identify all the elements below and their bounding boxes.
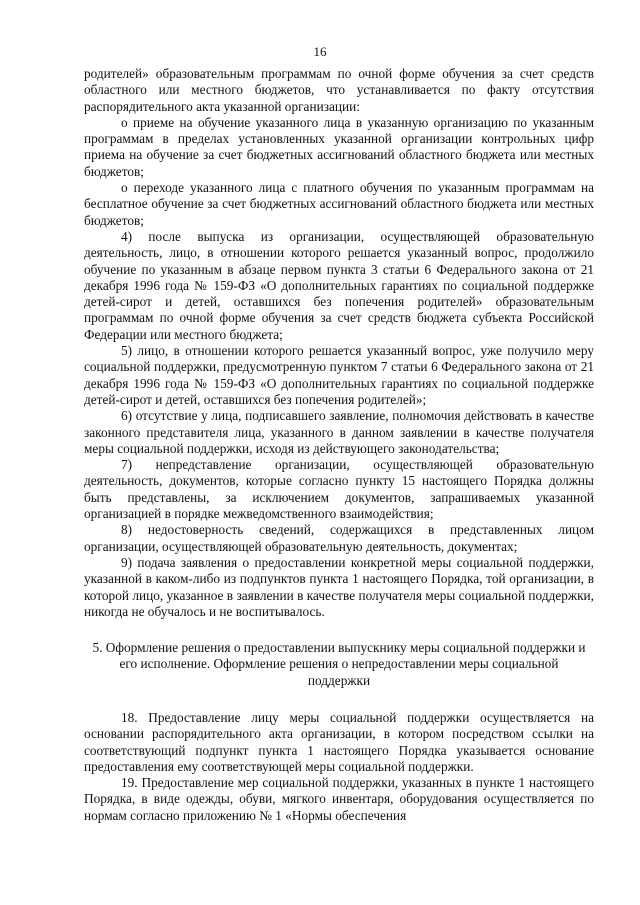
paragraph: 9) подача заявления о предоставлении конкретной меры социальной поддержки, указанной в каком-либо из подпунктов пункта 1 настоящего Порядка, той организации, в которой лицо, указанное в заявлении в качестве получателя меры социальной поддержки, никогда не обучалось и не воспитывалось. <box>84 554 594 619</box>
paragraph: 19. Предоставление мер социальной поддержки, указанных в пункте 1 настоящего Порядка, в виде одежды, обуви, мягкого инвентаря, оборудования осуществляется по нормам согласно приложению № 1 «Нормы обеспечения <box>84 775 594 823</box>
paragraph: 6) отсутствие у лица, подписавшего заявление, полномочия действовать в качестве законного представителя лица, указанного в данном заявлении в качестве получателя меры социальной поддержки, исходя из действующего законодательства; <box>84 408 594 456</box>
paragraph: родителей» образовательным программам по очной форме обучения за счет средств областного или местного бюджетов, что устанавливается по факту отсутствия распорядительного акта указанной организации: <box>84 66 594 114</box>
paragraph: 8) недостоверность сведений, содержащихся в представленных лицом организации, осуществляющей образовательную деятельность, документах; <box>84 522 594 554</box>
paragraph: 5) лицо, в отношении которого решается указанный вопрос, уже получило меру социальной поддержки, предусмотренную пунктом 7 статьи 6 Федерального закона от 21 декабря 1996 года № 159-ФЗ «О дополнительных гарантиях по социальной поддержке детей-сирот и детей, оставшихся без попечения родителей»; <box>84 343 594 407</box>
paragraph: 4) после выпуска из организации, осуществляющей образовательную деятельность, лицо, в отношении которого решается указанный вопрос, продолжило обучение по указанным в абзаце первом пункта 3 статьи 6 Федерального закона от 21 декабря 1996 года № 159-ФЗ «О дополнительных гарантиях по социальной поддержке детей-сирот и детей, оставшихся без попечения родителей» образовательным программам по очной форме обучения за счет средств бюджета субъекта Российской Федерации или местного бюджета; <box>84 228 594 342</box>
paragraph: о переходе указанного лица с платного обучения по указанным программам на бесплатное обучение за счет бюджетных ассигнований областного бюджета или местных бюджетов; <box>84 180 594 228</box>
document-body <box>84 66 594 824</box>
paragraph: о приеме на обучение указанного лица в указанную организацию по указанным программам в пределах установленных указанной организации контрольных цифр приема на обучение за счет бюджетных ассигнований областного бюджета или местных бюджетов; <box>84 114 594 179</box>
page-number: 16 <box>313 44 327 59</box>
paragraph: 7) непредставление организации, осуществляющей образовательную деятельность, документов, которые согласно пункту 15 настоящего Порядка должны быть представлены, за исключением документов, запрашиваемых указанной организацией в порядке межведомственного взаимодействия; <box>84 457 594 522</box>
section-heading: 5. Оформление решения о предоставлении выпускнику меры социальной поддержки и его исполнение. Оформление решения о непредоставлении меры социальной поддержки <box>92 640 586 688</box>
paragraph: 18. Предоставление лицу меры социальной поддержки осуществляется на основании распорядительного акта организации, в котором посредством ссылки на соответствующий подпункт пункта 1 настоящего Порядка указывается основание предоставления ему соответствующей меры социальной поддержки. <box>84 709 594 774</box>
